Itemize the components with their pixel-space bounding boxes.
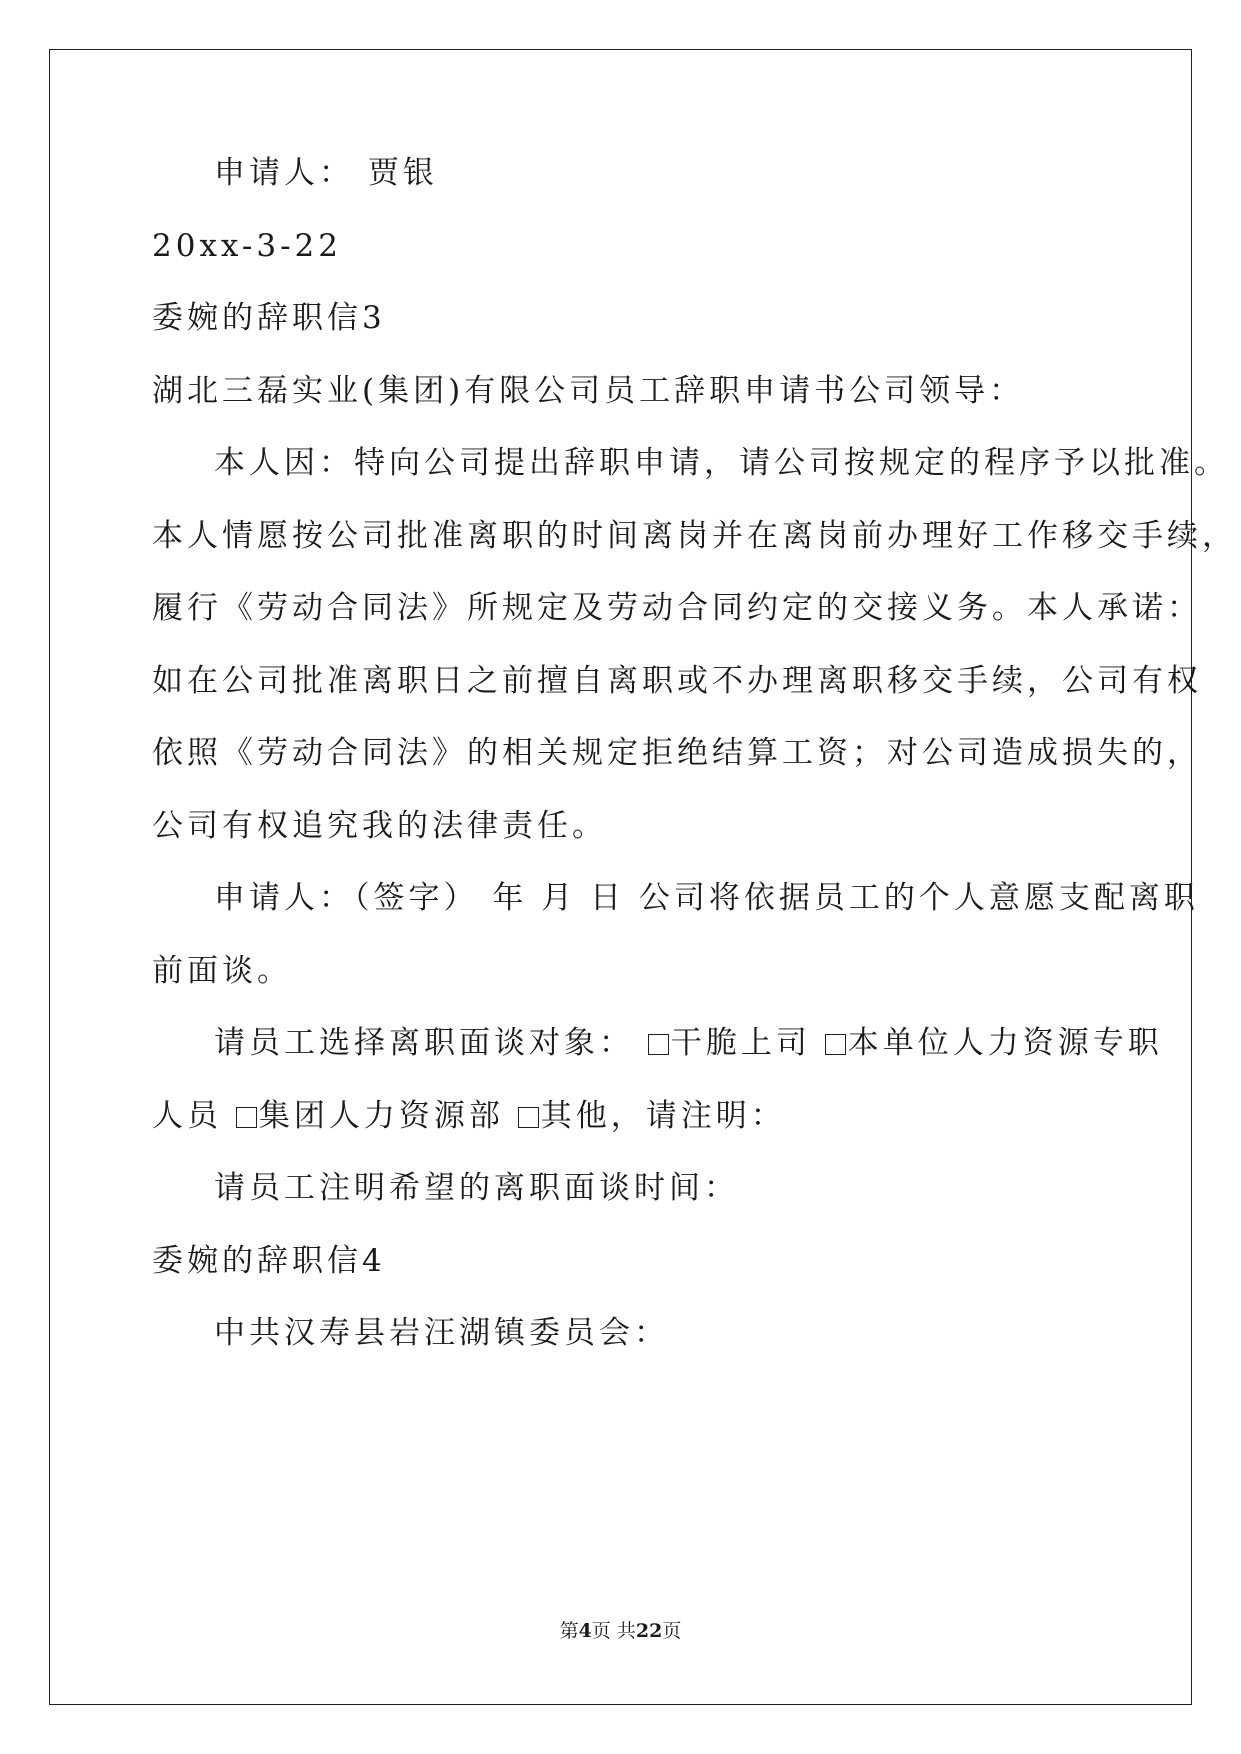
option-direct-supervisor: 干脆上司 (670, 1025, 825, 1061)
checkbox-direct-supervisor[interactable] (648, 1034, 669, 1055)
body-paragraph-line: 公司有权追究我的法律责任。 (152, 808, 607, 844)
body-paragraph-line: 如在公司批准离职日之前擅自离职或不办理离职移交手续，公司有权 (152, 663, 1202, 699)
total-page-count: 22 (635, 1620, 663, 1642)
footer-prefix: 第 (559, 1620, 579, 1642)
section-heading-3: 委婉的辞职信3 (152, 300, 386, 336)
body-paragraph-line: 履行《劳动合同法》所规定及劳动合同约定的交接义务。本人承诺： (152, 590, 1202, 626)
checkbox-other[interactable] (518, 1107, 539, 1128)
body-paragraph-line: 依照《劳动合同法》的相关规定拒绝结算工资；对公司造成损失的， (152, 735, 1202, 771)
interview-choice-line (214, 1023, 1163, 1063)
applicant-line: 申请人： 贾银 (214, 155, 438, 191)
interview-time-line: 请员工注明希望的离职面谈时间： (214, 1170, 739, 1206)
interview-choice-label: 请员工选择离职面谈对象： (214, 1025, 648, 1061)
option-group-hr: 集团人力资源部 (258, 1098, 518, 1134)
body-paragraph-line: 本人因：特向公司提出辞职申请，请公司按规定的程序予以批准。 (214, 445, 1229, 481)
checkbox-unit-hr[interactable] (825, 1034, 846, 1055)
signature-line: 申请人：（签字） 年 月 日 公司将依据员工的个人意愿支配离职 (214, 880, 1199, 916)
option-other: 其他，请注明： (540, 1098, 786, 1134)
option-unit-hr: 本单位人力资源专职 (847, 1025, 1163, 1061)
current-page-number: 4 (578, 1620, 592, 1642)
body-paragraph-line: 本人情愿按公司批准离职的时间离岗并在离岗前办理好工作移交手续， (152, 518, 1237, 554)
footer-mid: 页 共 (591, 1620, 636, 1642)
body-paragraph-line: 前面谈。 (152, 953, 292, 989)
option-unit-hr-cont: 人员 (152, 1098, 236, 1134)
letter-salutation: 湖北三磊实业(集团)有限公司员工辞职申请书公司领导： (152, 373, 1025, 409)
page-footer (0, 1616, 1241, 1643)
section-heading-4: 委婉的辞职信4 (152, 1243, 386, 1279)
interview-choice-line-cont (152, 1096, 786, 1136)
date-line: 20xx-3-22 (152, 228, 342, 264)
checkbox-group-hr[interactable] (236, 1107, 257, 1128)
letter-recipient: 中共汉寿县岩汪湖镇委员会： (214, 1315, 669, 1351)
footer-suffix: 页 (662, 1620, 682, 1642)
